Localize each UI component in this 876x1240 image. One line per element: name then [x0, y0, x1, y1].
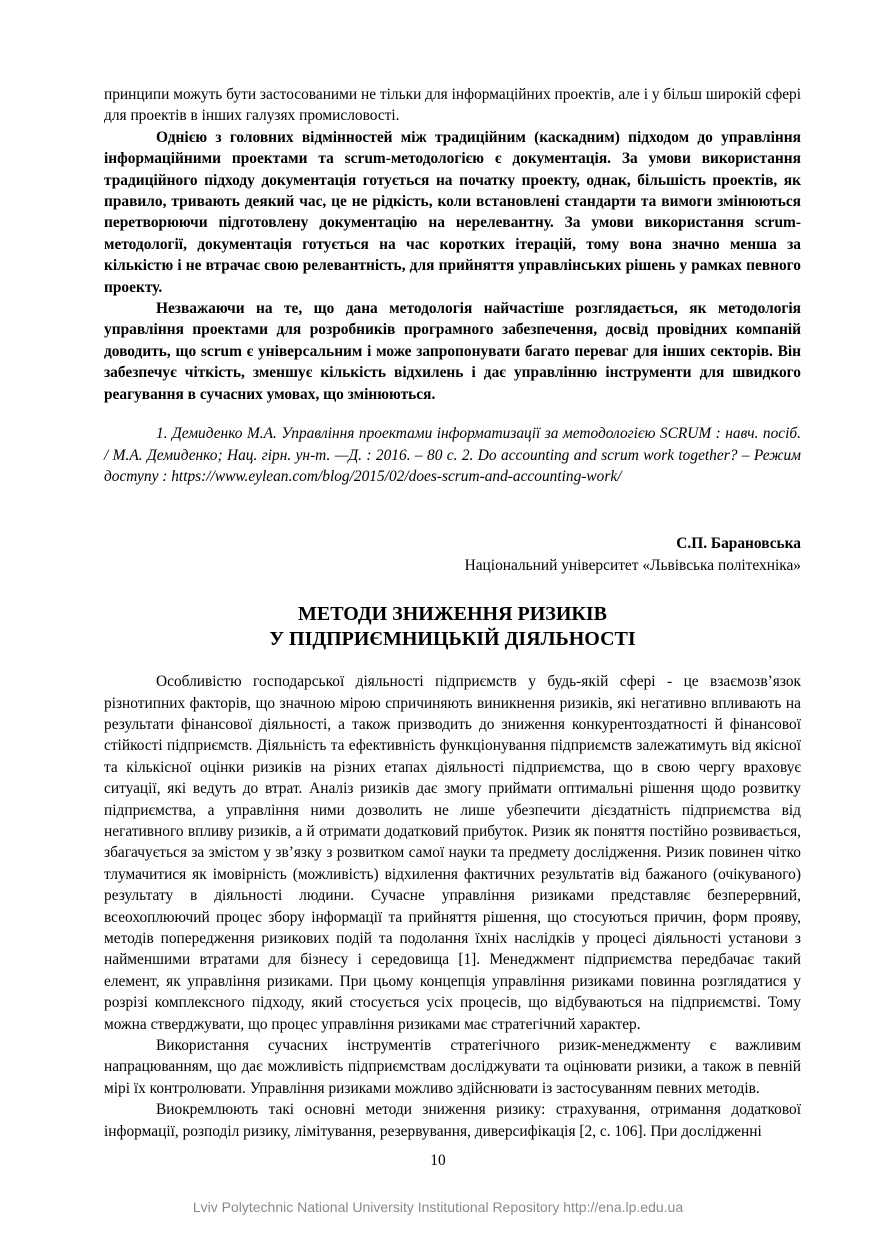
article-title: [104, 602, 801, 652]
author-block: [104, 533, 801, 576]
author-affiliation: Національний університет «Львівська політехніка»: [464, 556, 801, 574]
article-title-line-2: У ПІДПРИЄМНИЦЬКІЙ ДІЯЛЬНОСТІ: [269, 628, 636, 651]
article-paragraph-2: Використання сучасних інструментів стратегічного ризик-менеджменту є важливим напрацюванням, що дає можливість підприємствам досліджувати та оцінювати ризики, а також в певній мірі їх контролювати. Управління ризиками можливо здійснювати із застосуванням певних методів.: [104, 1037, 801, 1097]
article-paragraph-1: Особливістю господарської діяльності підприємств у будь-якій сфері - це взаємозв’язок різнотипних факторів, що значною мірою спричиняють виникнення ризиків, які негативно впливають на результати фінансової діяльності, а також призводить до зниження конкурентоздатності й фінансової стійкості підприємств. Діяльність та ефективність функціонування підприємств залежатимуть від якісної та кількісної оцінки ризиків на різних етапах діяльності підприємства, що в свою чергу враховує ситуації, які ведуть до втрат. Аналіз ризиків дає змогу приймати оптимальні рішення щодо розвитку підприємства, а управління ними дозволить не лише убезпечити дієздатність підприємства від негативного впливу ризиків, а й отримати додатковий прибуток. Ризик як поняття постійно розвивається, збагачується за змістом у зв’язку з розвитком самої науки та предмету дослідження. Ризик повинен чітко тлумачитися як імовірність (можливість) відхилення фактичних результатів від бажаного (очікуваного) результату в діяльності людини. Сучасне управління ризиками представляє безперервний, всеохоплюючий процес збору інформації та прийняття рішення, що стосуються причин, форм прояву, методів попередження ризикових подій та подолання їхніх наслідків у процесі діяльності установи з найменшими втратами для бізнесу і середовища [1]. Менеджмент підприємства передбачає такий елемент, як управління ризиками. При цьому концепція управління ризиками повинна розглядатися у розрізі комплексного підходу, який стосується усіх процесів, що відбуваються на підприємстві. Тому можна стверджувати, що процес управління ризиками має стратегічний характер.: [104, 673, 801, 1033]
page-number: 10: [430, 1152, 446, 1169]
page-content: [104, 84, 801, 1142]
continuation-paragraph-1: принципи можуть бути застосованими не тільки для інформаційних проектів, але і у більш широкій сфері для проектів в інших галузях промисловості.: [104, 86, 801, 125]
continuation-paragraph-2: Однією з головних відмінностей між традиційним (каскадним) підходом до управління інформаційними проектами та scrum-методологією є документація. За умови використання традиційного підходу документація готується на початку проекту, однак, більшість проектів, як правило, тривають деякий час, це не рідкість, коли встановлені стандарти та вимоги змінюються перетворюючи підготовлену документацію на нерелевантну. За умови використання scrum-методології, документація готується на час коротких ітерацій, тому вона значно менша за кількістю і не втрачає свою релевантність, для прийняття управлінських рішень у рамках певного проекту.: [104, 128, 801, 296]
author-name: С.П. Барановська: [676, 535, 801, 553]
continuation-paragraph-3: Незважаючи на те, що дана методологія найчастіше розглядається, як методологія управління проектами для розробників програмного забезпечення, досвід провідних компаній доводить, що scrum є універсальним і може запропонувати багато переваг для інших секторів. Він забезпечує чіткість, зменшує кількість відхилень і дає управлінню інструменти для швидкого реагування в сучасних умовах, що змінюються.: [104, 300, 801, 403]
article-paragraph-3: Виокремлюють такі основні методи зниження ризику: страхування, отримання додаткової інформації, розподіл ризику, лімітування, резервування, диверсифікація [2, с. 106]. При дослідженні: [104, 1101, 801, 1140]
references: 1. Демиденко М.А. Управління проектами інформатизації за методологією SCRUM : навч. посіб. / М.А. Демиденко; Нац. гірн. ун-т. —Д. : 2016. – 80 с. 2. Do accounting and scrum work together? – Режим доступу : https://www.eylean.com/blog/2015/02/does-scrum-and-accounting-work/: [104, 425, 801, 485]
repository-footer: Lviv Polytechnic National University Institutional Repository http://ena.lp.edu.ua: [192, 1199, 684, 1215]
article-title-line-1: МЕТОДИ ЗНИЖЕННЯ РИЗИКІВ: [297, 603, 608, 626]
